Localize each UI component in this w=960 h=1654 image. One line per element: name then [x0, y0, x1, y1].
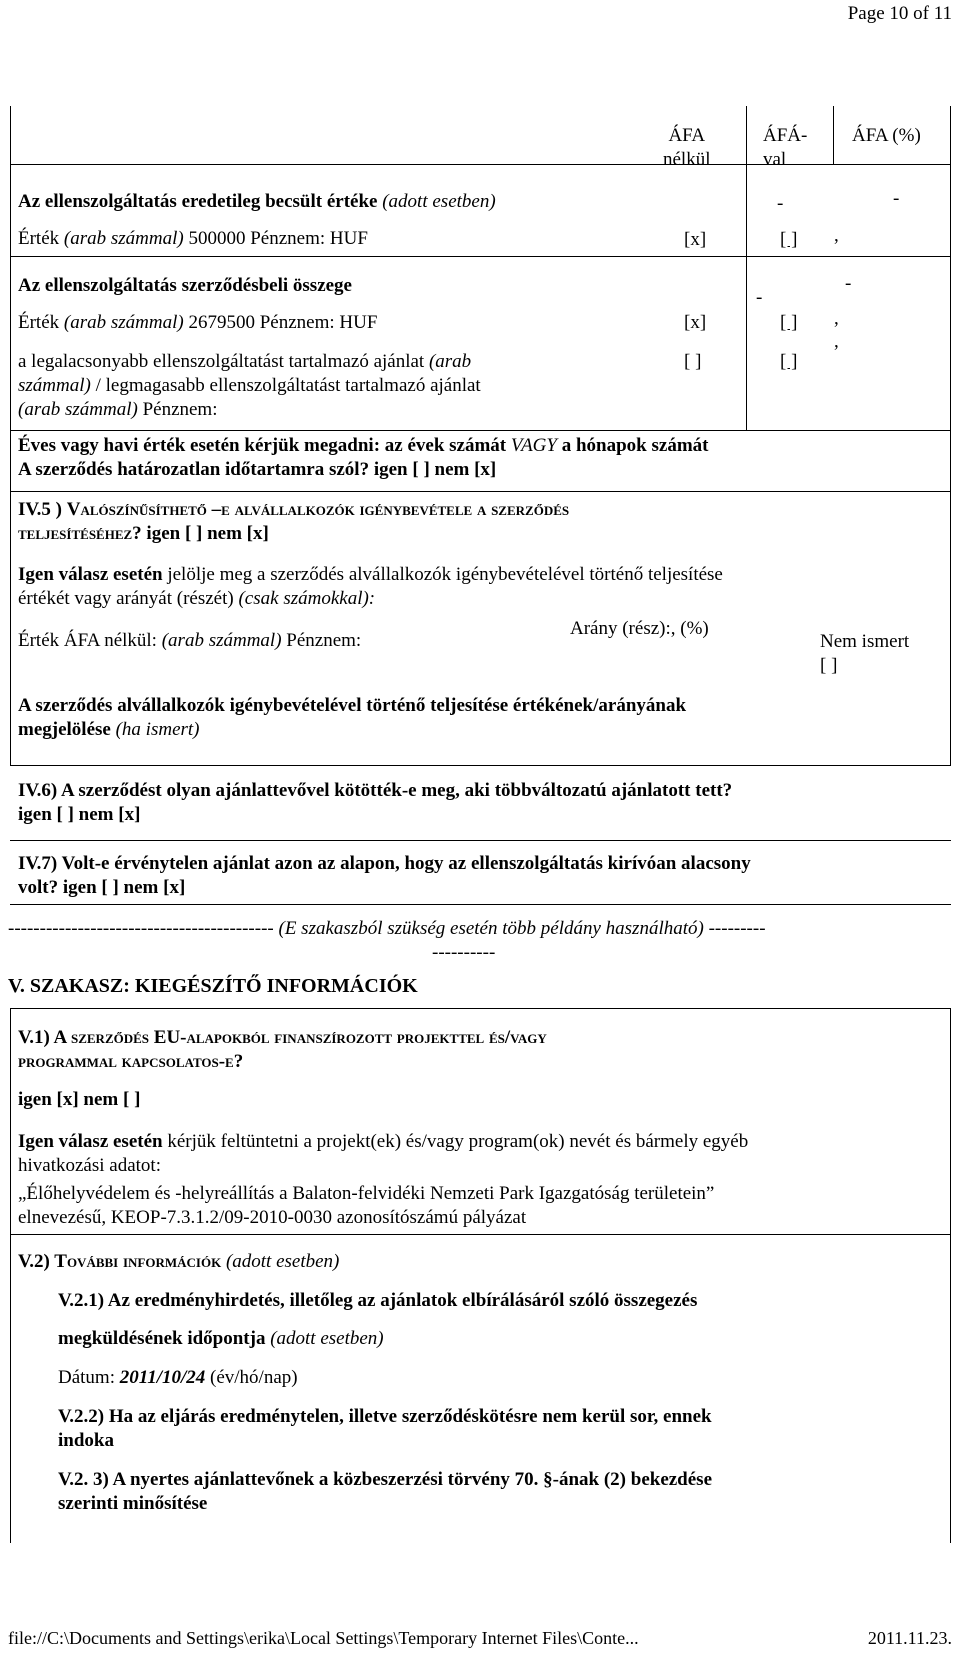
indefinite-duration: A szerződés határozatlan időtartamra szól? igen [ ] nem [x] — [18, 459, 497, 480]
v21-title-line2: megküldésének időpontja (adott esetben) — [58, 1328, 384, 1349]
section5-left-border — [10, 1008, 11, 1543]
v1-answer: igen [x] nem [ ] — [18, 1089, 141, 1110]
iv7-answer: volt? igen [ ] nem [x] — [18, 877, 186, 898]
column-divider-2 — [833, 106, 834, 164]
iv5-ratio-field: Arány (rész):, (%) — [570, 618, 709, 639]
contract-comma: , — [834, 308, 839, 329]
iv5-indication-line1: A szerződés alvállalkozók igénybevételével történő teljesítése értékének/arányának — [18, 695, 687, 716]
v1-igen-line1: Igen válasz esetén kérjük feltüntetni a projekt(ek) és/vagy program(ok) nevét és bármely egyéb — [18, 1131, 749, 1152]
estimate-comma: , — [834, 225, 839, 246]
lowest-offer-line3: (arab számmal) Pénznem: — [18, 399, 218, 420]
v21-title-line1: V.2.1) Az eredményhirdetés, illetőleg az ajánlatok elbírálásáról szóló összegezés — [58, 1290, 698, 1311]
col-header-afa-nelkul: ÁFA nélkül — [663, 125, 711, 170]
contract-value: Érték (arab számmal) 2679500 Pénznem: HUF — [18, 312, 378, 333]
v1-igen-line2: hivatkozási adatot: — [18, 1155, 161, 1176]
section-separator-cont: ---------- — [432, 942, 496, 963]
estimate-heading: Az ellenszolgáltatás eredetileg becsült értéke (adott esetben) — [18, 191, 496, 212]
annual-value-line: Éves vagy havi érték esetén kérjük megadni: az évek számát VAGY a hónapok számát — [18, 435, 709, 456]
iv5-title-line1: IV.5 ) Valószínűsíthető –e alvállalkozók igénybevétele a szerződés — [18, 499, 570, 520]
iv5-igen-line1: Igen válasz esetén jelölje meg a szerződés alvállalkozók igénybevételével történő teljesítése — [18, 564, 723, 585]
table-rule — [10, 765, 951, 766]
table-rule — [10, 904, 951, 905]
iv6-answer: igen [ ] nem [x] — [18, 804, 141, 825]
lowest-comma: , — [834, 331, 839, 352]
iv5-indication-line2: megjelölése (ha ismert) — [18, 719, 200, 740]
v22-title-line1: V.2.2) Ha az eljárás eredménytelen, illetve szerződéskötésre nem kerül sor, ennek — [58, 1406, 712, 1427]
v23-title-line2: szerinti minősítése — [58, 1493, 208, 1514]
estimate-checkbox-nelkul[interactable]: [x] — [684, 229, 707, 250]
v2-title: V.2) További információk (adott esetben) — [18, 1251, 340, 1272]
table-rule — [10, 840, 951, 841]
iv5-not-known-checkbox[interactable]: [ ] — [820, 655, 838, 676]
v21-date: Dátum: 2011/10/24 (év/hó/nap) — [58, 1367, 298, 1388]
iv5-not-known-label: Nem ismert — [820, 631, 910, 652]
table-rule — [10, 164, 951, 165]
contract-dash: - — [845, 273, 852, 294]
lowest-offer-line1: a legalacsonyabb ellenszolgáltatást tartalmazó ajánlat (arab — [18, 351, 472, 372]
contract-checkbox-nelkul[interactable]: [x] — [684, 312, 707, 333]
estimate-dash: - — [893, 188, 900, 209]
table-right-border — [950, 106, 951, 766]
table-left-border — [10, 106, 11, 766]
table-rule — [10, 491, 951, 492]
v1-title-line2: programmal kapcsolatos-e? — [18, 1051, 244, 1072]
estimate-checkbox-val[interactable]: [ ] — [780, 229, 798, 250]
contract-dash: - — [756, 287, 763, 308]
table-rule — [10, 256, 951, 257]
lowest-offer-line2: számmal) / legmagasabb ellenszolgáltatást tartalmazó ajánlat — [18, 375, 481, 396]
col-header-afa-pct: ÁFA (%) — [852, 125, 921, 146]
lowest-checkbox-val[interactable]: [ ] — [780, 351, 798, 372]
section-separator: ------------------------------------------ (E szakaszból szükség esetén több példány használható) --------- — [8, 918, 766, 939]
v1-project-name: „Élőhelyvédelem és -helyreállítás a Balaton-felvidéki Nemzeti Park Igazgatóság területein” — [18, 1183, 715, 1204]
iv5-value-field: Érték ÁFA nélkül: (arab számmal) Pénznem: — [18, 630, 362, 651]
iv5-title-line2: teljesítéséhez? igen [ ] nem [x] — [18, 523, 269, 544]
estimate-value: Érték (arab számmal) 500000 Pénznem: HUF — [18, 228, 368, 249]
column-divider — [746, 106, 747, 431]
contract-checkbox-val[interactable]: [ ] — [780, 312, 798, 333]
page-number: Page 10 of 11 — [847, 3, 952, 24]
section5-rule — [10, 1008, 951, 1009]
v23-title-line1: V.2. 3) A nyertes ajánlattevőnek a közbeszerzési törvény 70. §-ának (2) bekezdése — [58, 1469, 713, 1490]
col-header-afava: ÁFÁ- val — [763, 125, 808, 170]
footer-date: 2011.11.23. — [867, 1628, 952, 1648]
table-rule — [10, 430, 951, 431]
v22-title-line2: indoka — [58, 1430, 114, 1451]
v1-title-line1: V.1) A szerződés EU-alapokból finanszírozott projekttel és/vagy — [18, 1027, 547, 1048]
contract-heading: Az ellenszolgáltatás szerződésbeli összege — [18, 275, 352, 296]
iv7-question: IV.7) Volt-e érvénytelen ajánlat azon az alapon, hogy az ellenszolgáltatás kirívóan alacsony — [18, 853, 751, 874]
section5-rule — [10, 1234, 951, 1235]
iv6-question: IV.6) A szerződést olyan ajánlattevővel kötötték-e meg, aki többváltozatú ajánlatott tett? — [18, 780, 733, 801]
v1-project-id: elnevezésű, KEOP-7.3.1.2/09-2010-0030 azonosítószámú pályázat — [18, 1207, 527, 1228]
section5-right-border — [950, 1008, 951, 1543]
footer-file-path: file://C:\Documents and Settings\erika\Local Settings\Temporary Internet Files\Conte... — [8, 1628, 639, 1648]
lowest-checkbox-nelkul[interactable]: [ ] — [684, 351, 702, 372]
iv5-igen-line2: értékét vagy arányát (részét) (csak számokkal): — [18, 588, 376, 609]
section5-title: V. SZAKASZ: KIEGÉSZÍTŐ INFORMÁCIÓK — [8, 975, 418, 997]
estimate-dash: - — [777, 193, 784, 214]
